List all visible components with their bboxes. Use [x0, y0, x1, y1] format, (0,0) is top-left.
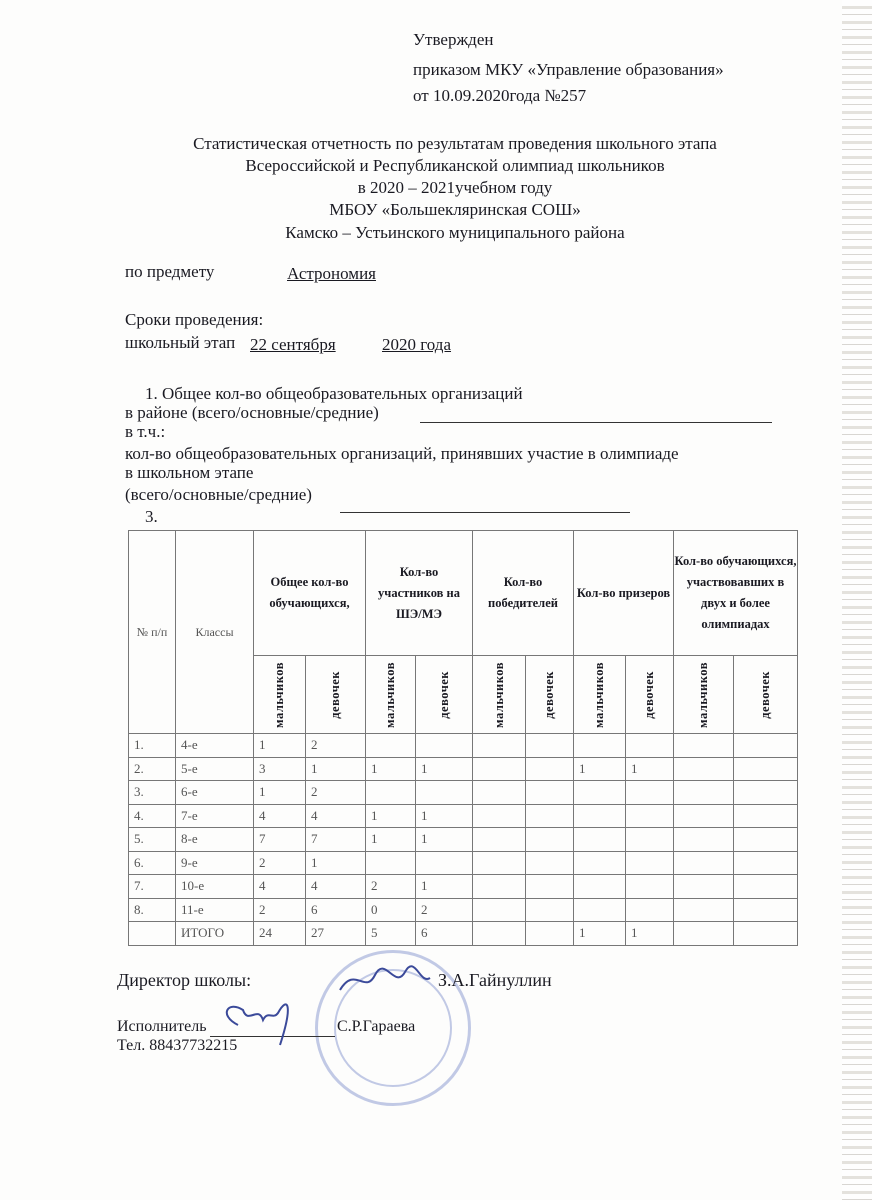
table-cell: 11-е: [176, 898, 254, 922]
table-cell: [626, 828, 674, 852]
table-cell: [674, 851, 734, 875]
table-cell: [526, 898, 574, 922]
table-cell: [526, 828, 574, 852]
table-cell: [366, 851, 416, 875]
subheader-label: мальчиков: [272, 661, 286, 728]
table-cell: [473, 875, 526, 899]
table-cell: 10-е: [176, 875, 254, 899]
table-cell: [526, 804, 574, 828]
director-name: З.А.Гайнуллин: [438, 970, 552, 990]
table-row: [129, 781, 798, 805]
table-cell: [674, 828, 734, 852]
table-cell: 2: [254, 898, 306, 922]
subheader-label: девочек: [436, 670, 451, 719]
table-cell: [473, 851, 526, 875]
table-cell: 4-е: [176, 734, 254, 758]
section1-line: в школьном этапе: [125, 463, 254, 482]
table-cell: [129, 922, 176, 946]
subheader-label: мальчиков: [491, 661, 506, 728]
table-cell: [734, 851, 798, 875]
blank-line: [420, 402, 772, 423]
table-cell: [366, 781, 416, 805]
col-number-header: № п/п: [129, 531, 176, 734]
table-cell: 1: [306, 757, 366, 781]
table-cell: [526, 851, 574, 875]
subheader-label: мальчиков: [383, 661, 397, 728]
table-cell: [416, 734, 473, 758]
table-row: [129, 875, 798, 899]
table-cell: [734, 804, 798, 828]
table-cell: 5.: [129, 828, 176, 852]
table-cell: [574, 851, 626, 875]
table-row: [129, 898, 798, 922]
table-cell: 1: [366, 757, 416, 781]
section1-line: 1. Общее кол-во общеобразовательных организаций: [145, 384, 523, 403]
table-cell: 4: [254, 804, 306, 828]
approval-line: приказом МКУ «Управление образования»: [413, 60, 724, 79]
table-row: [129, 804, 798, 828]
col-class-header: Классы: [176, 531, 254, 734]
table-cell: ИТОГО: [176, 922, 254, 946]
table-cell: 2: [366, 875, 416, 899]
executor-label: Исполнитель: [117, 1018, 207, 1035]
table-cell: [734, 828, 798, 852]
group-header: Кол-во победителей: [473, 531, 574, 656]
table-cell: 4: [306, 804, 366, 828]
subheader-girls: [734, 656, 798, 734]
table-cell: 2: [306, 781, 366, 805]
table-cell: [526, 734, 574, 758]
section1-line: в районе (всего/основные/средние): [125, 403, 379, 422]
table-cell: [473, 804, 526, 828]
group-header: Кол-во участников на ШЭ/МЭ: [366, 531, 473, 656]
subheader-label: девочек: [642, 670, 656, 719]
table-cell: [574, 734, 626, 758]
table-cell: 8-е: [176, 828, 254, 852]
table-cell: 1: [366, 828, 416, 852]
blank-line: [340, 492, 630, 513]
table-cell: [626, 781, 674, 805]
table-cell: [574, 898, 626, 922]
table-cell: [674, 757, 734, 781]
table-cell: [734, 781, 798, 805]
table-cell: 5-е: [176, 757, 254, 781]
stage-date: 22 сентября: [250, 335, 336, 354]
table-cell: 8.: [129, 898, 176, 922]
heading-line: Статистическая отчетность по результатам проведения школьного этапа: [193, 134, 717, 153]
group-header: Кол-во обучающихся, участвовавших в двух и более олимпиадах: [674, 531, 798, 656]
table-cell: [574, 828, 626, 852]
table-cell: [626, 734, 674, 758]
table-cell: 1: [306, 851, 366, 875]
table-cell: 2: [416, 898, 473, 922]
heading-line: Всероссийской и Республиканской олимпиад школьников: [245, 156, 665, 175]
table-cell: 0: [366, 898, 416, 922]
table-cell: [526, 757, 574, 781]
table-row: [129, 851, 798, 875]
subheader-boys: [254, 656, 306, 734]
table-cell: 9-е: [176, 851, 254, 875]
phone: Тел. 88437732215: [117, 1037, 238, 1054]
table-cell: 24: [254, 922, 306, 946]
table-row: [129, 757, 798, 781]
table-cell: [674, 898, 734, 922]
heading-line: в 2020 – 2021учебном году: [357, 178, 553, 197]
table-cell: [416, 781, 473, 805]
director-label: Директор школы:: [117, 970, 252, 990]
table-cell: [674, 734, 734, 758]
director-signature-icon: [335, 960, 435, 1000]
subheader-label: девочек: [758, 670, 772, 719]
table-cell: [574, 875, 626, 899]
executor-name: С.Р.Гараева: [337, 1018, 416, 1035]
table-cell: [626, 898, 674, 922]
dates-label: Сроки проведения:: [125, 310, 264, 329]
section3-label: 3.: [145, 507, 158, 526]
section1-line: кол-во общеобразовательных организаций, принявших участие в олимпиаде: [125, 444, 679, 463]
table-cell: [473, 828, 526, 852]
table-cell: [734, 757, 798, 781]
table-cell: 7: [306, 828, 366, 852]
table-cell: 6: [416, 922, 473, 946]
results-table: [128, 530, 798, 946]
approval-line: от 10.09.2020года №257: [413, 86, 587, 105]
table-cell: 4: [254, 875, 306, 899]
table-cell: [734, 734, 798, 758]
table-cell: [526, 922, 574, 946]
table-cell: 6.: [129, 851, 176, 875]
table-row: [129, 734, 798, 758]
table-cell: 1: [574, 757, 626, 781]
table-cell: [416, 851, 473, 875]
group-header: Кол-во призеров: [574, 531, 674, 656]
subheader-boys: [366, 656, 416, 734]
approval-line: Утвержден: [413, 30, 494, 49]
table-cell: 2: [254, 851, 306, 875]
table-cell: 7-е: [176, 804, 254, 828]
table-cell: 4: [306, 875, 366, 899]
table-cell: 7.: [129, 875, 176, 899]
table-cell: [626, 851, 674, 875]
subject-value: Астрономия: [287, 264, 376, 283]
table-cell: [734, 898, 798, 922]
table-cell: 1: [416, 757, 473, 781]
subheader-girls: [526, 656, 574, 734]
section1-line: в т.ч.:: [125, 422, 166, 441]
table-cell: 6-е: [176, 781, 254, 805]
table-cell: [526, 781, 574, 805]
table-row: [129, 828, 798, 852]
subheader-girls: [416, 656, 473, 734]
table-cell: [473, 898, 526, 922]
table-cell: [674, 804, 734, 828]
stage-year: 2020 года: [382, 335, 452, 354]
subheader-label: девочек: [542, 670, 556, 719]
table-cell: 1: [366, 804, 416, 828]
table-cell: 27: [306, 922, 366, 946]
table-cell: [674, 781, 734, 805]
table-cell: [366, 734, 416, 758]
table-cell: 7: [254, 828, 306, 852]
table-cell: [473, 922, 526, 946]
group-header: Общее кол-во обучающихся,: [254, 531, 366, 656]
table-cell: [574, 781, 626, 805]
heading-line: Камско – Устьинского муниципального района: [285, 223, 625, 242]
table-cell: 1: [416, 828, 473, 852]
table-cell: 1: [416, 875, 473, 899]
table-cell: [674, 875, 734, 899]
table-cell: 5: [366, 922, 416, 946]
heading-line: МБОУ «Большекляринская СОШ»: [329, 200, 581, 219]
table-cell: [526, 875, 574, 899]
table-cell: 1: [574, 922, 626, 946]
table-cell: [734, 875, 798, 899]
table-cell: [626, 804, 674, 828]
stage-label: школьный этап: [125, 333, 236, 352]
subheader-boys: [674, 656, 734, 734]
table-cell: [626, 875, 674, 899]
subheader-boys: [473, 656, 526, 734]
table-row: [129, 922, 798, 946]
table-cell: [674, 922, 734, 946]
table-cell: 1: [416, 804, 473, 828]
table-cell: 1: [626, 922, 674, 946]
table-cell: [473, 781, 526, 805]
table-cell: 2: [306, 734, 366, 758]
table-cell: [473, 734, 526, 758]
subheader-girls: [306, 656, 366, 734]
subheader-label: мальчиков: [592, 661, 606, 728]
table-cell: 3: [254, 757, 306, 781]
table-cell: [734, 922, 798, 946]
table-cell: 1: [254, 734, 306, 758]
subject-label: по предмету: [125, 262, 215, 281]
subheader-girls: [626, 656, 674, 734]
table-cell: 1: [254, 781, 306, 805]
table-cell: 6: [306, 898, 366, 922]
subheader-label: девочек: [328, 670, 342, 719]
section1-line: (всего/основные/средние): [125, 485, 312, 504]
subheader-label: мальчиков: [696, 661, 710, 728]
table-cell: [574, 804, 626, 828]
subheader-boys: [574, 656, 626, 734]
table-cell: 3.: [129, 781, 176, 805]
table-cell: 1.: [129, 734, 176, 758]
table-cell: 1: [626, 757, 674, 781]
table-cell: 4.: [129, 804, 176, 828]
table-cell: [473, 757, 526, 781]
table-cell: 2.: [129, 757, 176, 781]
